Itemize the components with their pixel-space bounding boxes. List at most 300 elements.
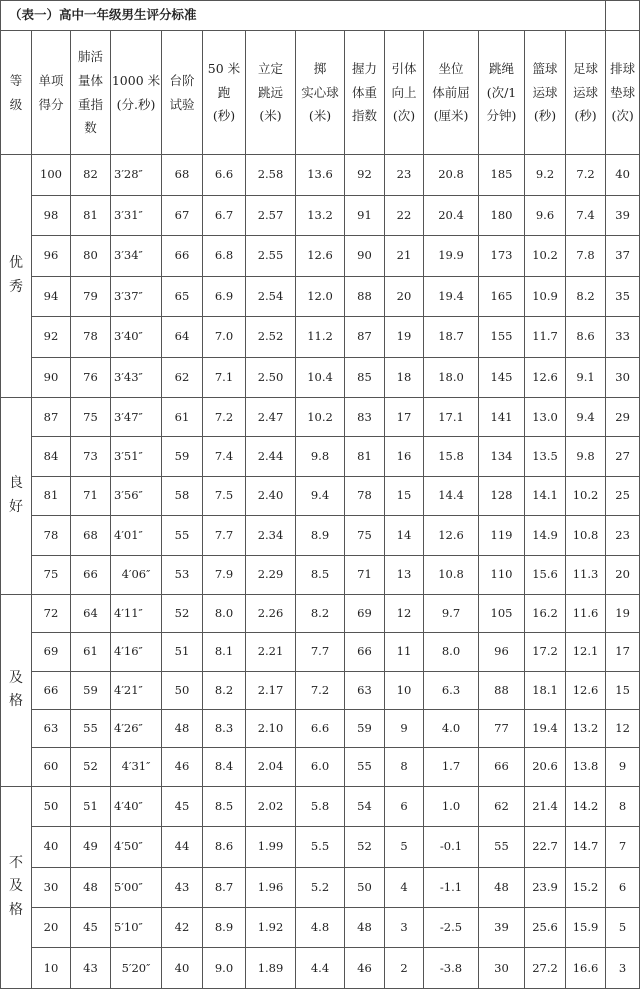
score-cell: 92	[32, 317, 71, 357]
standing-long-jump-cell: 2.52	[246, 317, 296, 357]
step-test-cell: 42	[162, 907, 203, 947]
grip-strength-index-cell: 50	[345, 867, 385, 907]
standing-long-jump-cell: 2.44	[246, 437, 296, 476]
rope-skipping-cell: 119	[479, 516, 525, 555]
volleyball-pass-cell: 27	[606, 437, 640, 476]
50m-run-cell: 7.7	[203, 516, 246, 555]
1000m-run-cell: 3′56″	[111, 476, 162, 515]
grip-strength-index-cell: 83	[345, 398, 385, 437]
vital-capacity-index-cell: 43	[71, 948, 111, 989]
header-standing-long-jump-line: 立定	[257, 60, 283, 76]
medicine-ball-throw-cell: 13.6	[296, 155, 345, 195]
table-row	[1, 948, 640, 989]
header-medicine-ball-throw-line: (米)	[308, 108, 332, 124]
pull-up-cell: 17	[385, 398, 424, 437]
header-rope-skipping	[479, 30, 525, 155]
volleyball-pass-cell: 37	[606, 236, 640, 276]
rope-skipping-cell: 155	[479, 317, 525, 357]
step-test-cell: 48	[162, 709, 203, 747]
medicine-ball-throw-cell: 7.7	[296, 633, 345, 671]
medicine-ball-throw-cell: 8.9	[296, 516, 345, 555]
football-dribble-cell: 15.2	[566, 867, 606, 907]
table-row	[1, 437, 640, 476]
football-dribble-cell: 15.9	[566, 907, 606, 947]
grade-good-label: 良	[9, 475, 23, 492]
1000m-run-cell: 4′21″	[111, 671, 162, 709]
1000m-run-cell: 3′34″	[111, 236, 162, 276]
grip-strength-index-cell: 59	[345, 709, 385, 747]
header-pull-up-line: (次)	[392, 108, 416, 124]
score-cell: 98	[32, 195, 71, 235]
standing-long-jump-cell: 2.58	[246, 155, 296, 195]
pull-up-cell: 5	[385, 827, 424, 867]
header-single-score	[32, 30, 71, 155]
table-row	[1, 195, 640, 235]
header-grip-strength-index	[345, 30, 385, 155]
pull-up-cell: 19	[385, 317, 424, 357]
football-dribble-cell: 12.6	[566, 671, 606, 709]
1000m-run-cell: 3′43″	[111, 357, 162, 397]
medicine-ball-throw-cell: 9.4	[296, 476, 345, 515]
grip-strength-index-cell: 78	[345, 476, 385, 515]
standing-long-jump-cell: 2.34	[246, 516, 296, 555]
sit-and-reach-cell: 9.7	[424, 595, 479, 633]
table-row	[1, 516, 640, 555]
basketball-dribble-cell: 9.2	[525, 155, 566, 195]
header-grip-strength-index-line: 握力	[351, 60, 377, 76]
basketball-dribble-cell: 27.2	[525, 948, 566, 989]
grip-strength-index-cell: 90	[345, 236, 385, 276]
standing-long-jump-cell: 1.99	[246, 827, 296, 867]
grip-strength-index-cell: 91	[345, 195, 385, 235]
rope-skipping-cell: 77	[479, 709, 525, 747]
header-grip-strength-index-line: 体重	[351, 84, 377, 100]
football-dribble-cell: 14.2	[566, 786, 606, 826]
pull-up-cell: 11	[385, 633, 424, 671]
1000m-run-cell: 4′50″	[111, 827, 162, 867]
football-dribble-cell: 10.8	[566, 516, 606, 555]
score-cell: 20	[32, 907, 71, 947]
standing-long-jump-cell: 1.89	[246, 948, 296, 989]
football-dribble-cell: 9.1	[566, 357, 606, 397]
grade-excellent	[1, 155, 32, 398]
table-row	[1, 555, 640, 594]
step-test-cell: 55	[162, 516, 203, 555]
pull-up-cell: 8	[385, 748, 424, 786]
header-1000m-run	[111, 30, 162, 155]
sit-and-reach-cell: 18.7	[424, 317, 479, 357]
medicine-ball-throw-cell: 5.2	[296, 867, 345, 907]
header-50m-run	[203, 30, 246, 155]
step-test-cell: 53	[162, 555, 203, 594]
table-row	[1, 671, 640, 709]
header-single-score-line: 单项	[38, 72, 64, 88]
pull-up-cell: 20	[385, 276, 424, 316]
header-medicine-ball-throw-line: 掷	[313, 60, 327, 76]
header-football-dribble-line: (秒)	[574, 108, 597, 124]
1000m-run-cell: 5′10″	[111, 907, 162, 947]
1000m-run-cell: 4′11″	[111, 595, 162, 633]
sit-and-reach-cell: 15.8	[424, 437, 479, 476]
header-football-dribble-line: 足球	[573, 60, 599, 76]
pull-up-cell: 15	[385, 476, 424, 515]
pull-up-cell: 6	[385, 786, 424, 826]
header-sit-and-reach-line: 体前屈	[432, 84, 470, 100]
header-football-dribble-line: 运球	[573, 84, 599, 100]
header-volleyball-pass-line: (次)	[611, 108, 634, 124]
sit-and-reach-cell: -1.1	[424, 867, 479, 907]
score-cell: 72	[32, 595, 71, 633]
volleyball-pass-cell: 23	[606, 516, 640, 555]
step-test-cell: 66	[162, 236, 203, 276]
step-test-cell: 65	[162, 276, 203, 316]
standing-long-jump-cell: 2.04	[246, 748, 296, 786]
grade-good	[1, 398, 32, 595]
standing-long-jump-cell: 2.57	[246, 195, 296, 235]
standing-long-jump-cell: 2.26	[246, 595, 296, 633]
rope-skipping-cell: 66	[479, 748, 525, 786]
50m-run-cell: 9.0	[203, 948, 246, 989]
header-medicine-ball-throw-line: 实心球	[301, 84, 339, 100]
standing-long-jump-cell: 2.50	[246, 357, 296, 397]
basketball-dribble-cell: 13.5	[525, 437, 566, 476]
step-test-cell: 44	[162, 827, 203, 867]
sit-and-reach-cell: 1.7	[424, 748, 479, 786]
50m-run-cell: 6.9	[203, 276, 246, 316]
sit-and-reach-cell: 20.8	[424, 155, 479, 195]
rope-skipping-cell: 128	[479, 476, 525, 515]
medicine-ball-throw-cell: 10.2	[296, 398, 345, 437]
header-grade-line: 等	[9, 72, 23, 88]
vital-capacity-index-cell: 76	[71, 357, 111, 397]
medicine-ball-throw-cell: 9.8	[296, 437, 345, 476]
standing-long-jump-cell: 2.47	[246, 398, 296, 437]
grip-strength-index-cell: 52	[345, 827, 385, 867]
medicine-ball-throw-cell: 8.2	[296, 595, 345, 633]
score-cell: 78	[32, 516, 71, 555]
football-dribble-cell: 13.8	[566, 748, 606, 786]
header-50m-run-line: (秒)	[212, 108, 236, 124]
basketball-dribble-cell: 15.6	[525, 555, 566, 594]
header-1000m-run-line: (分.秒)	[116, 96, 156, 112]
1000m-run-cell: 3′51″	[111, 437, 162, 476]
header-basketball-dribble-line: (秒)	[533, 108, 557, 124]
football-dribble-cell: 8.2	[566, 276, 606, 316]
grip-strength-index-cell: 55	[345, 748, 385, 786]
vital-capacity-index-cell: 82	[71, 155, 111, 195]
rope-skipping-cell: 30	[479, 948, 525, 989]
volleyball-pass-cell: 20	[606, 555, 640, 594]
table-row	[1, 155, 640, 195]
1000m-run-cell: 3′40″	[111, 317, 162, 357]
standing-long-jump-cell: 2.40	[246, 476, 296, 515]
score-cell: 87	[32, 398, 71, 437]
rope-skipping-cell: 55	[479, 827, 525, 867]
pull-up-cell: 10	[385, 671, 424, 709]
header-standing-long-jump	[246, 30, 296, 155]
50m-run-cell: 8.7	[203, 867, 246, 907]
step-test-cell: 62	[162, 357, 203, 397]
header-step-test	[162, 30, 203, 155]
volleyball-pass-cell: 7	[606, 827, 640, 867]
medicine-ball-throw-cell: 12.0	[296, 276, 345, 316]
1000m-run-cell: 5′20″	[111, 948, 162, 989]
table-row	[1, 357, 640, 397]
medicine-ball-throw-cell: 4.8	[296, 907, 345, 947]
sit-and-reach-cell: 17.1	[424, 398, 479, 437]
standing-long-jump-cell: 2.10	[246, 709, 296, 747]
rope-skipping-cell: 141	[479, 398, 525, 437]
basketball-dribble-cell: 22.7	[525, 827, 566, 867]
step-test-cell: 50	[162, 671, 203, 709]
header-pull-up-line: 引体	[391, 60, 417, 76]
vital-capacity-index-cell: 73	[71, 437, 111, 476]
header-football-dribble	[566, 30, 606, 155]
football-dribble-cell: 11.6	[566, 595, 606, 633]
football-dribble-cell: 16.6	[566, 948, 606, 989]
step-test-cell: 40	[162, 948, 203, 989]
medicine-ball-throw-cell: 11.2	[296, 317, 345, 357]
pull-up-cell: 4	[385, 867, 424, 907]
grip-strength-index-cell: 46	[345, 948, 385, 989]
sit-and-reach-cell: 8.0	[424, 633, 479, 671]
step-test-cell: 59	[162, 437, 203, 476]
header-vital-capacity-index	[71, 30, 111, 155]
football-dribble-cell: 8.6	[566, 317, 606, 357]
vital-capacity-index-cell: 61	[71, 633, 111, 671]
vital-capacity-index-cell: 68	[71, 516, 111, 555]
score-cell: 84	[32, 437, 71, 476]
vital-capacity-index-cell: 78	[71, 317, 111, 357]
50m-run-cell: 7.2	[203, 398, 246, 437]
football-dribble-cell: 7.2	[566, 155, 606, 195]
50m-run-cell: 6.6	[203, 155, 246, 195]
table-row	[1, 236, 640, 276]
rope-skipping-cell: 110	[479, 555, 525, 594]
50m-run-cell: 8.4	[203, 748, 246, 786]
pull-up-cell: 9	[385, 709, 424, 747]
grade-pass	[1, 595, 32, 787]
vital-capacity-index-cell: 64	[71, 595, 111, 633]
table-row	[1, 867, 640, 907]
vital-capacity-index-cell: 59	[71, 671, 111, 709]
header-vital-capacity-index-line: 量体	[77, 72, 103, 88]
volleyball-pass-cell: 8	[606, 786, 640, 826]
pull-up-cell: 22	[385, 195, 424, 235]
grade-fail-label: 格	[9, 902, 23, 919]
pull-up-cell: 3	[385, 907, 424, 947]
vital-capacity-index-cell: 75	[71, 398, 111, 437]
volleyball-pass-cell: 6	[606, 867, 640, 907]
table-row	[1, 709, 640, 747]
header-rope-skipping-line: 跳绳	[488, 60, 514, 76]
medicine-ball-throw-cell: 12.6	[296, 236, 345, 276]
table-row	[1, 786, 640, 826]
50m-run-cell: 8.5	[203, 786, 246, 826]
sit-and-reach-cell: 18.0	[424, 357, 479, 397]
table-row	[1, 595, 640, 633]
rope-skipping-cell: 96	[479, 633, 525, 671]
header-50m-run-line: 50 米跑	[207, 60, 241, 100]
volleyball-pass-cell: 5	[606, 907, 640, 947]
sit-and-reach-cell: 19.4	[424, 276, 479, 316]
basketball-dribble-cell: 9.6	[525, 195, 566, 235]
basketball-dribble-cell: 13.0	[525, 398, 566, 437]
grip-strength-index-cell: 75	[345, 516, 385, 555]
grip-strength-index-cell: 81	[345, 437, 385, 476]
sit-and-reach-cell: 20.4	[424, 195, 479, 235]
table-row	[1, 748, 640, 786]
vital-capacity-index-cell: 81	[71, 195, 111, 235]
header-standing-long-jump-line: 跳远	[257, 84, 283, 100]
50m-run-cell: 8.0	[203, 595, 246, 633]
standing-long-jump-cell: 1.92	[246, 907, 296, 947]
table-row	[1, 276, 640, 316]
rope-skipping-cell: 165	[479, 276, 525, 316]
score-cell: 30	[32, 867, 71, 907]
step-test-cell: 58	[162, 476, 203, 515]
step-test-cell: 61	[162, 398, 203, 437]
basketball-dribble-cell: 10.9	[525, 276, 566, 316]
football-dribble-cell: 14.7	[566, 827, 606, 867]
50m-run-cell: 8.2	[203, 671, 246, 709]
rope-skipping-cell: 185	[479, 155, 525, 195]
header-grade	[1, 30, 32, 155]
standing-long-jump-cell: 2.55	[246, 236, 296, 276]
volleyball-pass-cell: 29	[606, 398, 640, 437]
basketball-dribble-cell: 17.2	[525, 633, 566, 671]
volleyball-pass-cell: 30	[606, 357, 640, 397]
50m-run-cell: 7.5	[203, 476, 246, 515]
volleyball-pass-cell: 33	[606, 317, 640, 357]
rope-skipping-cell: 62	[479, 786, 525, 826]
score-cell: 100	[32, 155, 71, 195]
score-cell: 40	[32, 827, 71, 867]
sit-and-reach-cell: 10.8	[424, 555, 479, 594]
grip-strength-index-cell: 69	[345, 595, 385, 633]
sit-and-reach-cell: 12.6	[424, 516, 479, 555]
title-row-blank-cell	[606, 1, 640, 31]
volleyball-pass-cell: 40	[606, 155, 640, 195]
volleyball-pass-cell: 25	[606, 476, 640, 515]
volleyball-pass-cell: 39	[606, 195, 640, 235]
standing-long-jump-cell: 2.02	[246, 786, 296, 826]
table-row	[1, 827, 640, 867]
basketball-dribble-cell: 14.9	[525, 516, 566, 555]
header-volleyball-pass	[606, 30, 640, 155]
header-1000m-run-line: 1000 米	[111, 72, 161, 88]
grip-strength-index-cell: 85	[345, 357, 385, 397]
vital-capacity-index-cell: 52	[71, 748, 111, 786]
header-vital-capacity-index-line: 肺活	[77, 49, 103, 65]
grip-strength-index-cell: 48	[345, 907, 385, 947]
medicine-ball-throw-cell: 13.2	[296, 195, 345, 235]
medicine-ball-throw-cell: 4.4	[296, 948, 345, 989]
1000m-run-cell: 4′16″	[111, 633, 162, 671]
vital-capacity-index-cell: 71	[71, 476, 111, 515]
grade-fail	[1, 786, 32, 988]
rope-skipping-cell: 88	[479, 671, 525, 709]
50m-run-cell: 7.0	[203, 317, 246, 357]
grade-pass-label: 格	[9, 693, 23, 710]
header-sit-and-reach-line: (厘米)	[433, 108, 469, 124]
football-dribble-cell: 10.2	[566, 476, 606, 515]
volleyball-pass-cell: 15	[606, 671, 640, 709]
50m-run-cell: 7.9	[203, 555, 246, 594]
rope-skipping-cell: 134	[479, 437, 525, 476]
header-single-score-line: 得分	[38, 96, 64, 112]
pull-up-cell: 16	[385, 437, 424, 476]
table-row	[1, 398, 640, 437]
pull-up-cell: 18	[385, 357, 424, 397]
rope-skipping-cell: 173	[479, 236, 525, 276]
football-dribble-cell: 13.2	[566, 709, 606, 747]
standing-long-jump-cell: 2.29	[246, 555, 296, 594]
medicine-ball-throw-cell: 8.5	[296, 555, 345, 594]
header-grip-strength-index-line: 指数	[351, 108, 377, 124]
basketball-dribble-cell: 20.6	[525, 748, 566, 786]
1000m-run-cell: 3′28″	[111, 155, 162, 195]
medicine-ball-throw-cell: 10.4	[296, 357, 345, 397]
grip-strength-index-cell: 66	[345, 633, 385, 671]
sit-and-reach-cell: 14.4	[424, 476, 479, 515]
pull-up-cell: 13	[385, 555, 424, 594]
pull-up-cell: 21	[385, 236, 424, 276]
vital-capacity-index-cell: 49	[71, 827, 111, 867]
grade-pass-label: 及	[9, 669, 23, 686]
football-dribble-cell: 7.4	[566, 195, 606, 235]
header-pull-up	[385, 30, 424, 155]
grip-strength-index-cell: 92	[345, 155, 385, 195]
1000m-run-cell: 4′31″	[111, 748, 162, 786]
1000m-run-cell: 4′01″	[111, 516, 162, 555]
vital-capacity-index-cell: 80	[71, 236, 111, 276]
score-cell: 96	[32, 236, 71, 276]
vital-capacity-index-cell: 79	[71, 276, 111, 316]
header-basketball-dribble-line: 篮球	[532, 60, 558, 76]
50m-run-cell: 8.1	[203, 633, 246, 671]
header-volleyball-pass-line: 排球	[610, 60, 636, 76]
vital-capacity-index-cell: 66	[71, 555, 111, 594]
basketball-dribble-cell: 16.2	[525, 595, 566, 633]
50m-run-cell: 6.8	[203, 236, 246, 276]
basketball-dribble-cell: 25.6	[525, 907, 566, 947]
step-test-cell: 43	[162, 867, 203, 907]
vital-capacity-index-cell: 55	[71, 709, 111, 747]
sit-and-reach-cell: 6.3	[424, 671, 479, 709]
table-title: （表一）高中一年级男生评分标准	[1, 1, 606, 31]
header-step-test-line: 试验	[169, 96, 195, 112]
header-pull-up-line: 向上	[391, 84, 417, 100]
grade-excellent-label: 优	[9, 255, 23, 272]
1000m-run-cell: 3′31″	[111, 195, 162, 235]
grade-fail-label: 及	[9, 878, 23, 895]
table-row	[1, 317, 640, 357]
50m-run-cell: 6.7	[203, 195, 246, 235]
medicine-ball-throw-cell: 7.2	[296, 671, 345, 709]
header-sit-and-reach-line: 坐位	[438, 60, 464, 76]
basketball-dribble-cell: 18.1	[525, 671, 566, 709]
standing-long-jump-cell: 2.21	[246, 633, 296, 671]
rope-skipping-cell: 105	[479, 595, 525, 633]
football-dribble-cell: 7.8	[566, 236, 606, 276]
header-sit-and-reach	[424, 30, 479, 155]
volleyball-pass-cell: 9	[606, 748, 640, 786]
table-row	[1, 907, 640, 947]
basketball-dribble-cell: 19.4	[525, 709, 566, 747]
grade-excellent-label: 秀	[9, 279, 23, 296]
volleyball-pass-cell: 3	[606, 948, 640, 989]
